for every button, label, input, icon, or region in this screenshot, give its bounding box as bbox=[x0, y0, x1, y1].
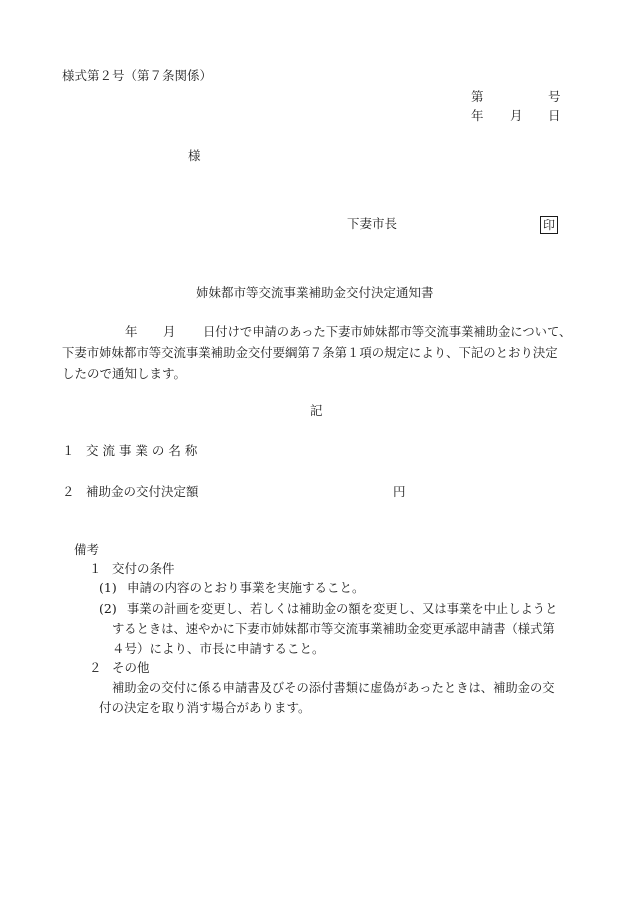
sender-name: 下妻市長 bbox=[347, 216, 398, 231]
date-month: 月 bbox=[510, 108, 523, 123]
remarks-section-2-number: ２ bbox=[89, 660, 102, 675]
condition-2-line-1: 事業の計画を変更し、若しくは補助金の額を変更し、又は事業を中止しようと bbox=[127, 602, 558, 616]
condition-2-line-2: するときは、速やかに下妻市姉妹都市等交流事業補助金変更承認申請書（様式第 bbox=[112, 622, 555, 636]
remarks-section-1-number: １ bbox=[89, 561, 102, 576]
body-line-2: 下妻市姉妹都市等交流事業補助金交付要綱第７条第１項の規定により、下記のとおり決定 bbox=[62, 345, 558, 360]
body-month: 月 bbox=[163, 324, 176, 339]
body-year: 年 bbox=[125, 324, 138, 339]
remarks-heading: 備考 bbox=[74, 542, 100, 557]
body-line-3: したので通知します。 bbox=[62, 366, 187, 381]
condition-1-number: (1) bbox=[99, 580, 117, 595]
number-suffix: 号 bbox=[548, 89, 561, 104]
item-2-label: 補助金の交付決定額 bbox=[86, 484, 199, 499]
form-label: 様式第２号（第７条関係） bbox=[62, 68, 213, 83]
date-year: 年 bbox=[471, 108, 484, 123]
condition-1-text: 申請の内容のとおり事業を実施すること。 bbox=[127, 580, 365, 595]
item-1-label: 交 流 事 業 の 名 称 bbox=[86, 443, 198, 458]
remarks-section-2-title: その他 bbox=[112, 660, 150, 675]
condition-2-number: (2) bbox=[99, 601, 117, 616]
item-1-number: １ bbox=[62, 443, 75, 458]
date-day: 日 bbox=[548, 108, 561, 123]
condition-2-line-3: ４号）により、市長に申請すること。 bbox=[112, 641, 325, 656]
other-line-2: 付の決定を取り消す場合があります。 bbox=[99, 700, 311, 715]
item-2-number: ２ bbox=[62, 484, 75, 499]
ki-mark: 記 bbox=[310, 403, 323, 418]
number-prefix: 第 bbox=[471, 89, 484, 104]
other-line-1: 補助金の交付に係る申請書及びその添付書類に虚偽があったときは、補助金の交 bbox=[112, 681, 555, 695]
item-2-unit: 円 bbox=[393, 484, 406, 499]
document-title: 姉妹都市等交流事業補助金交付決定通知書 bbox=[196, 285, 434, 300]
addressee-suffix: 様 bbox=[188, 148, 201, 163]
seal-mark: 印 bbox=[540, 216, 558, 234]
remarks-section-1-title: 交付の条件 bbox=[112, 561, 175, 576]
body-line-1: 日付けで申請のあった下妻市姉妹都市等交流事業補助金について、 bbox=[203, 325, 572, 339]
